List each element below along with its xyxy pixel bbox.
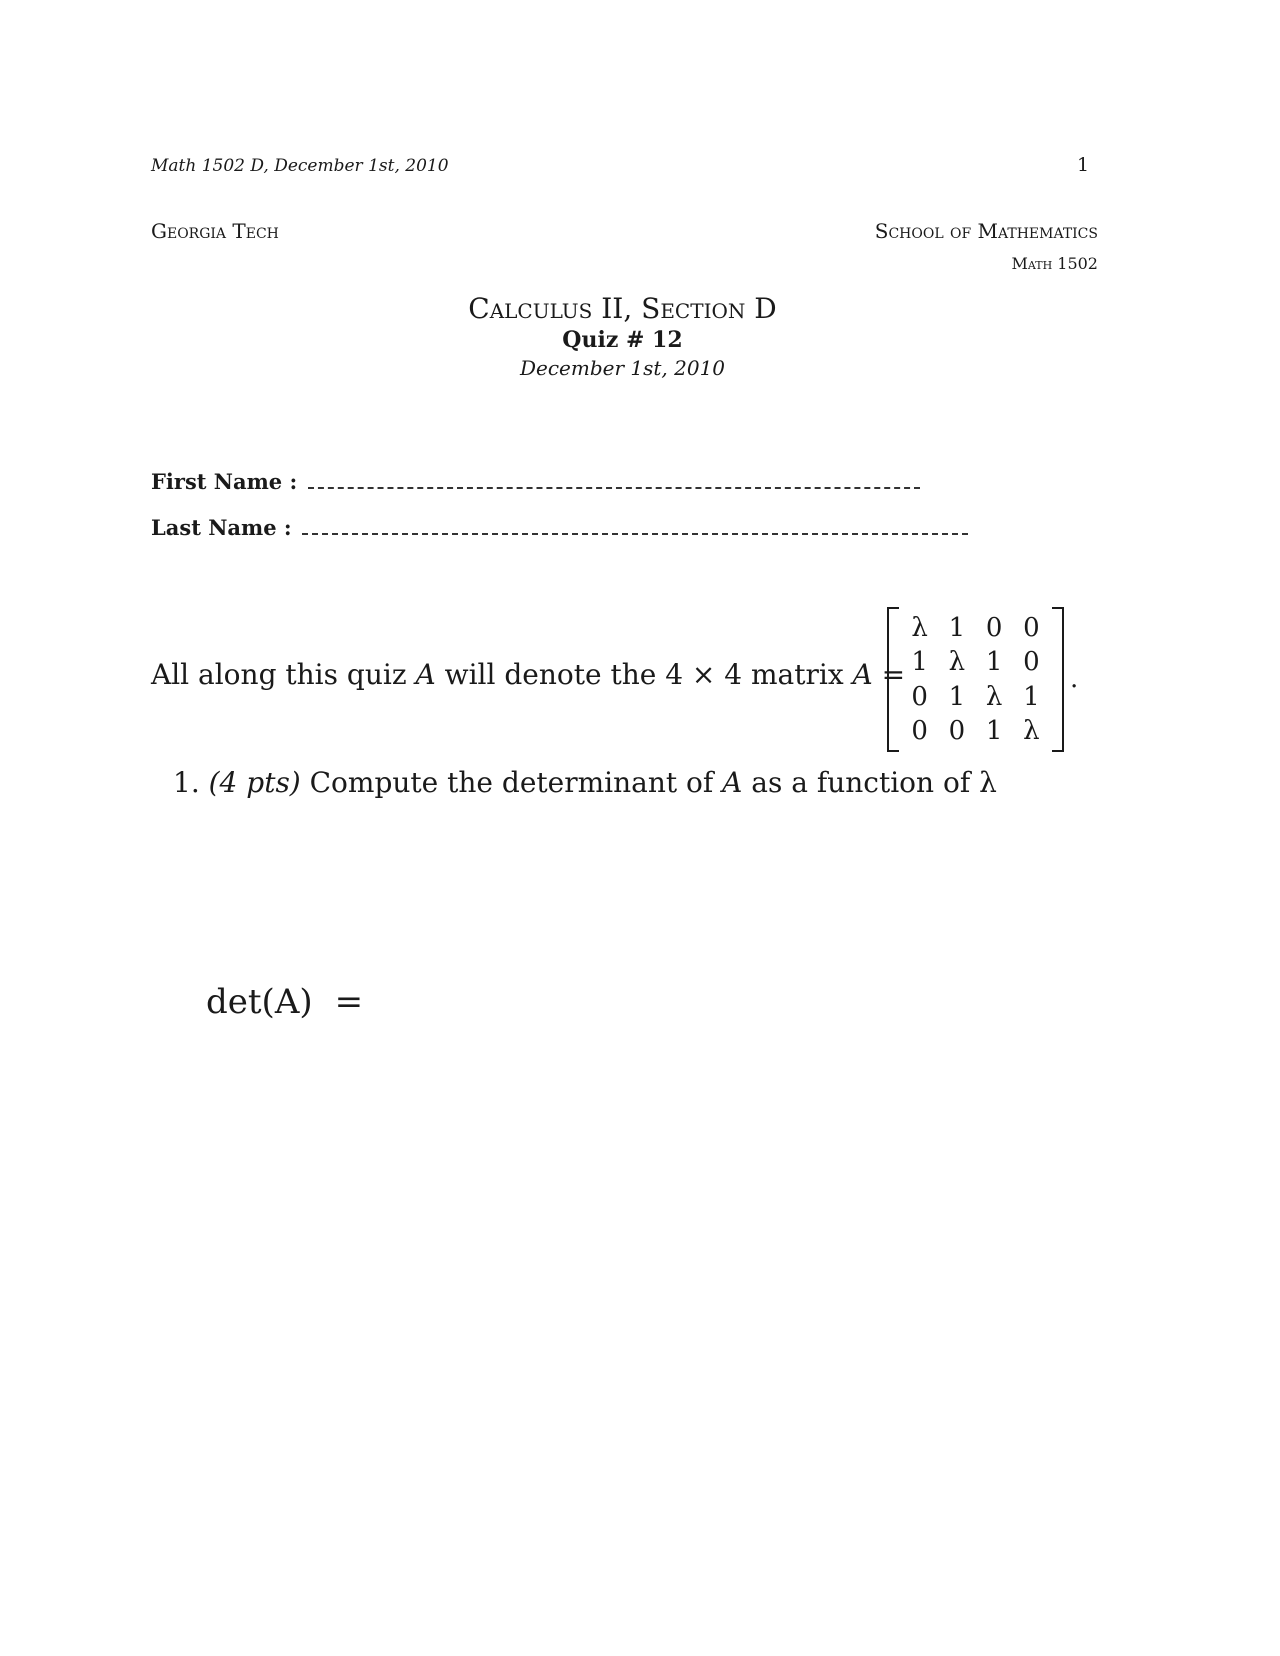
- intro-sentence: [151, 658, 905, 691]
- quiz-number: Quiz # 12: [562, 327, 683, 353]
- course-code: Math 1502: [1011, 254, 1098, 273]
- matrix-a: [887, 607, 1064, 752]
- intro-var-a2: A: [852, 658, 873, 691]
- det-answer: [206, 982, 363, 1022]
- det-equals: =: [334, 982, 364, 1022]
- question-text: Compute the determinant of: [300, 766, 723, 799]
- matrix-period: .: [1070, 664, 1079, 694]
- first-name-label: First Name :: [151, 469, 298, 494]
- matrix-cell: λ: [948, 647, 966, 678]
- det-label: det(A): [206, 982, 313, 1022]
- intro-text-before: All along this quiz: [151, 658, 416, 691]
- intro-equals: =: [872, 658, 906, 691]
- question-text-end: as a function of λ: [742, 766, 997, 799]
- matrix-left-bracket: [887, 607, 899, 752]
- matrix-cell: 1: [911, 647, 928, 678]
- question-number: 1.: [173, 766, 200, 799]
- last-name-field[interactable]: [151, 515, 968, 540]
- last-name-blank[interactable]: [302, 532, 968, 535]
- first-name-blank[interactable]: [308, 486, 920, 489]
- quiz-date: December 1st, 2010: [519, 356, 726, 380]
- matrix-cell: λ: [985, 681, 1003, 712]
- institution-name: Georgia Tech: [151, 219, 279, 243]
- matrix-right-bracket: [1052, 607, 1064, 752]
- course-title: Calculus II, Section D: [468, 292, 777, 325]
- matrix-cell: 1: [948, 613, 966, 643]
- last-name-label: Last Name :: [151, 515, 292, 540]
- matrix-cell: 0: [985, 613, 1003, 643]
- question-points: (4 pts): [208, 766, 301, 799]
- matrix-cell: 0: [911, 715, 928, 746]
- intro-var-a: A: [415, 658, 436, 691]
- question-var: A: [722, 766, 743, 799]
- matrix-cell: 1: [948, 681, 966, 712]
- school-name: School of Mathematics: [874, 219, 1098, 243]
- matrix-cell: 0: [1023, 647, 1040, 678]
- matrix-cell: 0: [911, 681, 928, 712]
- first-name-field[interactable]: [151, 469, 920, 494]
- page-number: 1: [1077, 154, 1090, 176]
- matrix-cell: 0: [1023, 613, 1040, 643]
- intro-text-middle: will denote the 4 × 4 matrix: [435, 658, 853, 691]
- matrix-cell: 1: [985, 647, 1003, 678]
- matrix-grid: [901, 611, 1050, 748]
- matrix-cell: λ: [1023, 715, 1040, 746]
- question-1: [173, 766, 997, 799]
- matrix-cell: 1: [1023, 681, 1040, 712]
- running-title: Math 1502 D, December 1st, 2010: [151, 156, 449, 176]
- title-block: [0, 292, 1245, 382]
- matrix-cell: 0: [948, 715, 966, 746]
- matrix-cell: λ: [911, 613, 928, 643]
- matrix-cell: 1: [985, 715, 1003, 746]
